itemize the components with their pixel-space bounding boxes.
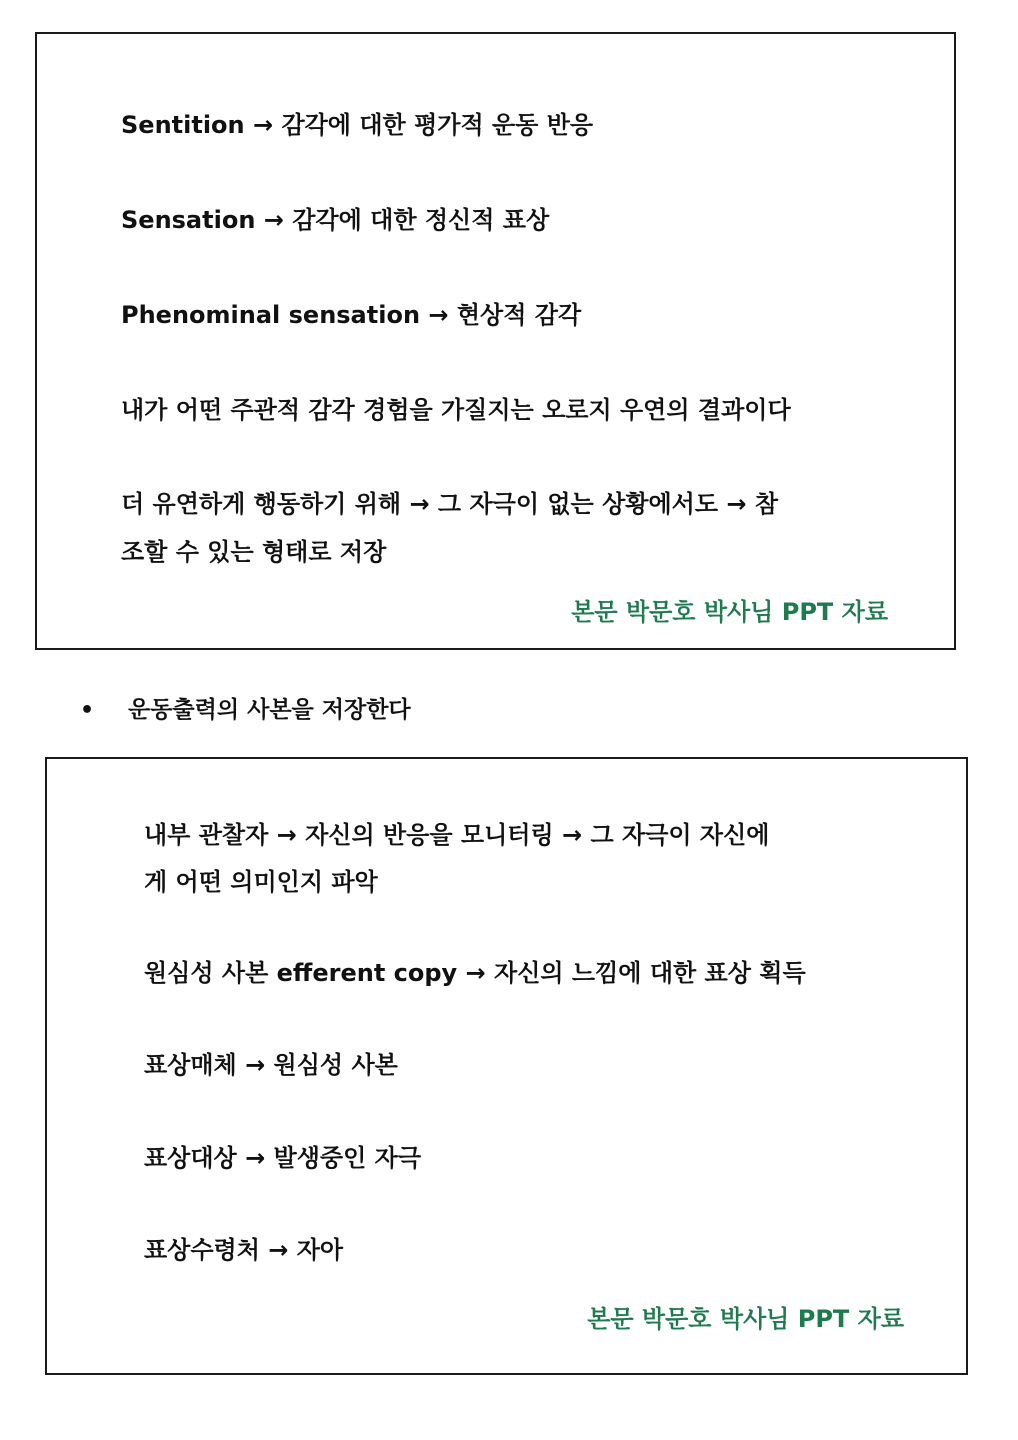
slide-line: 내부 관찰자 → 자신의 반응을 모니터링 → 그 자극이 자신에: [144, 821, 770, 849]
source-credit: 본문 박문호 박사님 PPT 자료: [571, 598, 888, 626]
slide-line: Sensation → 감각에 대한 정신적 표상: [121, 206, 550, 234]
slide-line: 표상수령처 → 자아: [144, 1236, 344, 1264]
slide-line: Phenominal sensation → 현상적 감각: [121, 301, 582, 329]
slide-line: 더 유연하게 행동하기 위해 → 그 자극이 없는 상황에서도 → 참: [121, 490, 779, 518]
source-credit: 본문 박문호 박사님 PPT 자료: [587, 1305, 904, 1333]
bullet-item: [80, 688, 411, 732]
slide-line: 원심성 사본 efferent copy → 자신의 느낌에 대한 표상 획득: [144, 959, 806, 987]
slide-line: 표상매체 → 원심성 사본: [144, 1051, 398, 1079]
slide-line: Sentition → 감각에 대한 평가적 운동 반응: [121, 111, 594, 139]
slide-line: 표상대상 → 발생중인 자극: [144, 1144, 422, 1172]
slide-line: 게 어떤 의미인지 파악: [144, 868, 378, 896]
slide-line: 조할 수 있는 형태로 저장: [121, 538, 387, 566]
slide-line: 내가 어떤 주관적 감각 경험을 가질지는 오로지 우연의 결과이다: [121, 396, 791, 424]
slide-box-1: [35, 32, 956, 650]
bullet-icon: •: [80, 698, 95, 723]
slide-box-2: [45, 757, 968, 1375]
bullet-text: 운동출력의 사본을 저장한다: [128, 697, 411, 723]
